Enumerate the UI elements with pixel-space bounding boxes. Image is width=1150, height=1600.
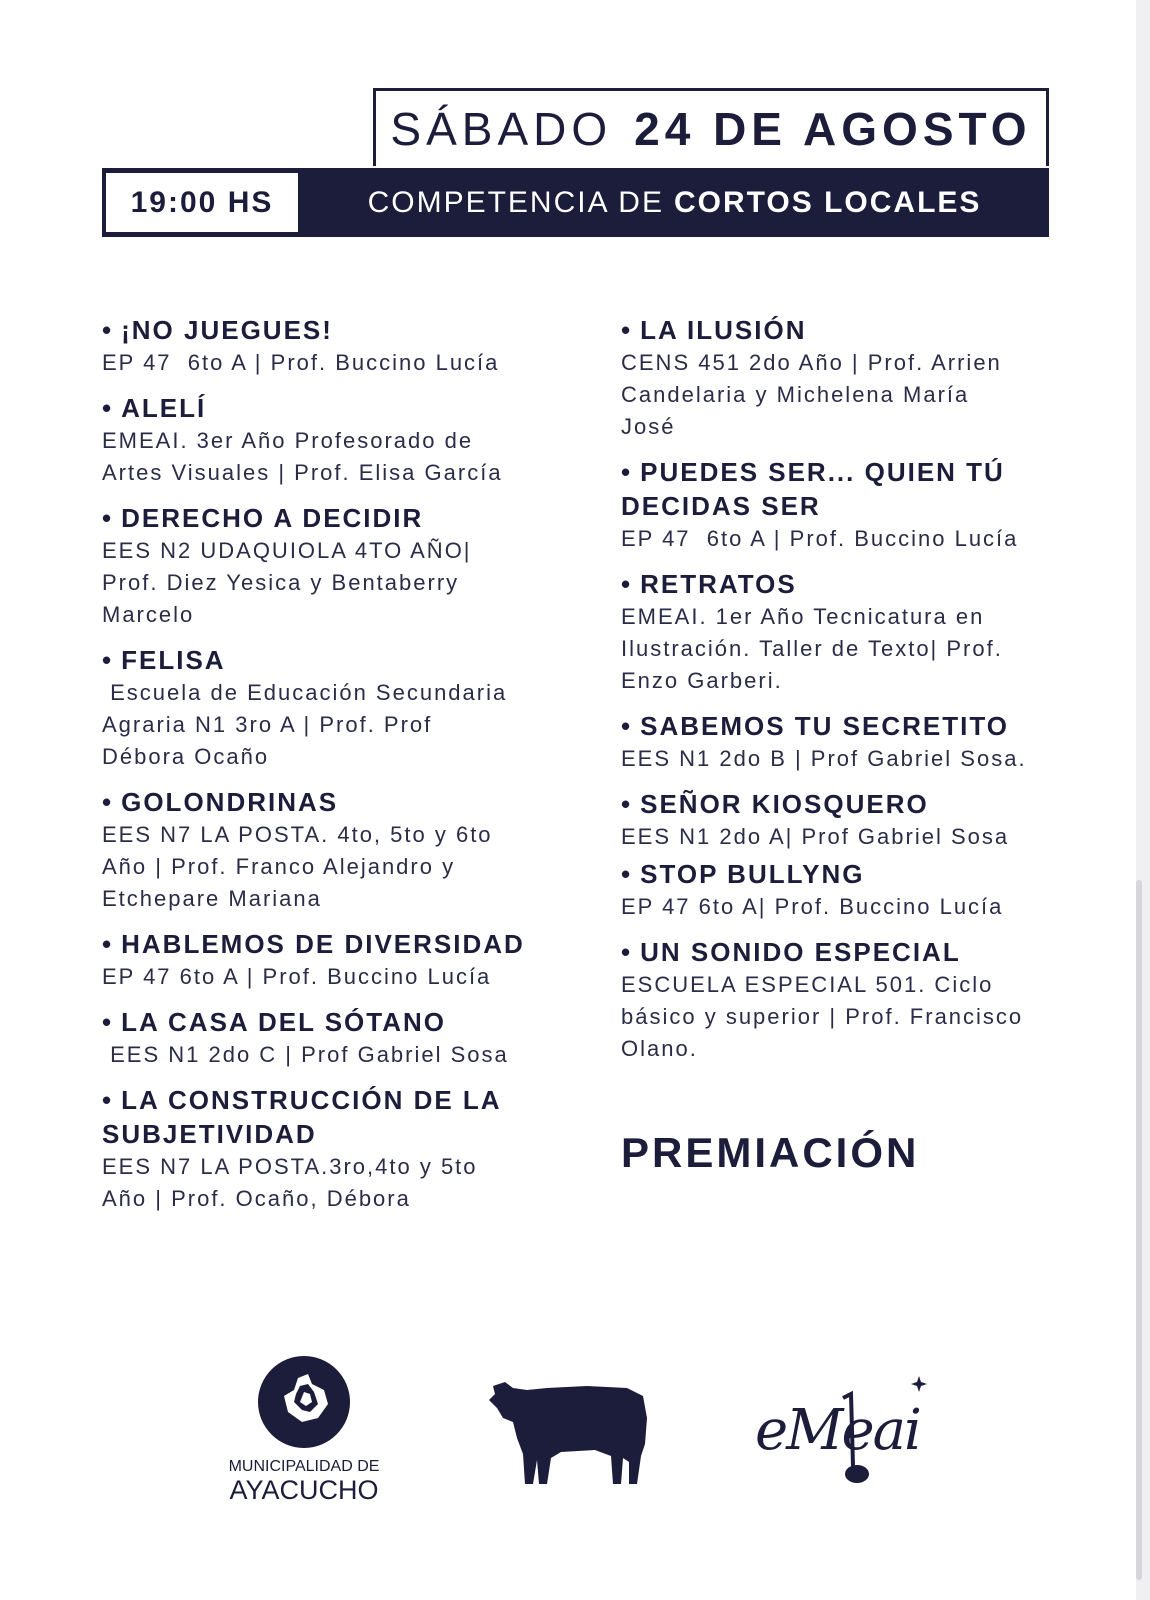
item-title-text: DERECHO A DECIDIR <box>121 503 424 533</box>
muni-line1: MUNICIPALIDAD DE <box>228 1458 380 1475</box>
item-description: Año | Prof. Franco Alejandro y <box>102 854 456 879</box>
item-description: EMEAI. 1er Año Tecnicatura en <box>621 604 985 629</box>
item-description: Ilustración. Taller de Texto| Prof. <box>621 636 1003 661</box>
date-day: SÁBADO <box>390 102 613 155</box>
program-item <box>621 857 1061 923</box>
item-description: EES N1 2do A| Prof Gabriel Sosa <box>621 824 1010 849</box>
bullet-icon: • <box>102 315 114 345</box>
item-description: EP 47 6to A | Prof. Buccino Lucía <box>621 526 1019 551</box>
item-description: Enzo Garberi. <box>621 668 783 693</box>
item-title <box>102 313 562 347</box>
item-title <box>102 501 562 535</box>
item-title <box>102 1083 562 1117</box>
item-title-text: GOLONDRINAS <box>121 787 339 817</box>
item-description: EES N1 2do C | Prof Gabriel Sosa <box>102 1042 509 1067</box>
item-title-text: RETRATOS <box>640 569 797 599</box>
item-description: EP 47 6to A | Prof. Buccino Lucía <box>102 350 500 375</box>
item-title <box>102 1117 562 1151</box>
item-description: Escuela de Educación Secundaria <box>102 680 508 705</box>
program-item <box>621 313 1061 443</box>
muni-line2: AYACUCHO <box>229 1475 379 1505</box>
event-title-light: COMPETENCIA DE <box>367 185 664 219</box>
item-title <box>621 455 1061 489</box>
item-description: EES N1 2do B | Prof Gabriel Sosa. <box>621 746 1027 771</box>
event-time: 19:00 HS <box>130 185 274 219</box>
bullet-icon: • <box>102 1085 114 1115</box>
program-item <box>621 935 1061 1065</box>
scrollbar[interactable] <box>1136 880 1142 1580</box>
item-title <box>102 927 562 961</box>
bullet-icon: • <box>621 859 633 889</box>
item-title <box>102 1005 562 1039</box>
item-title-text: STOP BULLYNG <box>640 859 865 889</box>
bullet-icon: • <box>102 1007 114 1037</box>
event-title <box>300 168 1049 237</box>
item-description: Agraria N1 3ro A | Prof. Prof <box>102 712 433 737</box>
program-item <box>102 643 562 773</box>
program-item <box>102 927 562 993</box>
item-title-text: PUEDES SER... QUIEN TÚ <box>640 457 1005 487</box>
item-title <box>102 643 562 677</box>
item-title-text: SEÑOR KIOSQUERO <box>640 789 929 819</box>
municipalidad-logo <box>224 1356 384 1504</box>
bullet-icon: • <box>621 937 633 967</box>
program-item <box>102 391 562 489</box>
item-description: Etchepare Mariana <box>102 886 322 911</box>
item-title-text: SABEMOS TU SECRETITO <box>640 711 1009 741</box>
item-description: Olano. <box>621 1036 698 1061</box>
item-title-text: LA CASA DEL SÓTANO <box>121 1007 447 1037</box>
item-title-text: LA CONSTRUCCIÓN DE LA <box>121 1085 502 1115</box>
item-title-text: SUBJETIVIDAD <box>102 1119 317 1149</box>
item-description: básico y superior | Prof. Francisco <box>621 1004 1024 1029</box>
program-item <box>621 787 1061 853</box>
emeai-wordmark: eMeai <box>755 1398 920 1463</box>
right-items <box>621 313 1061 1065</box>
program-item <box>621 567 1061 697</box>
item-title <box>621 489 1061 523</box>
item-title <box>621 567 1061 601</box>
cow-logo-icon <box>487 1378 657 1488</box>
item-description: Candelaria y Michelena María <box>621 382 970 407</box>
premiacion-heading: PREMIACIÓN <box>621 1129 920 1176</box>
item-title-text: ALELÍ <box>121 393 207 423</box>
item-description: EES N7 LA POSTA.3ro,4to y 5to <box>102 1154 478 1179</box>
bullet-icon: • <box>621 711 633 741</box>
item-title <box>621 857 1061 891</box>
item-description: EMEAI. 3er Año Profesorado de <box>102 428 474 453</box>
program-item <box>102 501 562 631</box>
item-description: CENS 451 2do Año | Prof. Arrien <box>621 350 1002 375</box>
bullet-icon: • <box>621 457 633 487</box>
item-description: Año | Prof. Ocaño, Débora <box>102 1186 411 1211</box>
program-item <box>102 1083 562 1215</box>
item-title <box>102 785 562 819</box>
bullet-icon: • <box>621 569 633 599</box>
item-description: EES N7 LA POSTA. 4to, 5to y 6to <box>102 822 493 847</box>
program-item <box>621 455 1061 555</box>
bullet-icon: • <box>102 393 114 423</box>
event-title-bold: CORTOS LOCALES <box>673 185 982 219</box>
item-title-text: ¡NO JUEGUES! <box>121 315 333 345</box>
left-column <box>102 313 562 1227</box>
item-description: EP 47 6to A | Prof. Buccino Lucía <box>102 964 492 989</box>
item-title-text: DECIDAS SER <box>621 491 821 521</box>
item-description: EES N2 UDAQUIOLA 4TO AÑO| <box>102 538 472 563</box>
emeai-logo <box>755 1376 935 1506</box>
item-title <box>621 313 1061 347</box>
municipalidad-emblem-icon <box>258 1356 350 1448</box>
program-item <box>102 1005 562 1071</box>
program-item <box>621 709 1061 775</box>
item-description: Prof. Diez Yesica y Bentaberry <box>102 570 460 595</box>
bullet-icon: • <box>102 929 114 959</box>
bullet-icon: • <box>102 645 114 675</box>
time-box <box>104 171 300 234</box>
item-title <box>621 935 1061 969</box>
item-title-text: FELISA <box>121 645 226 675</box>
item-description: EP 47 6to A| Prof. Buccino Lucía <box>621 894 1004 919</box>
date-box <box>373 88 1049 166</box>
item-description: Marcelo <box>102 602 195 627</box>
item-title <box>621 709 1061 743</box>
bullet-icon: • <box>621 789 633 819</box>
item-title-text: LA ILUSIÓN <box>640 315 807 345</box>
program-item <box>102 785 562 915</box>
bullet-icon: • <box>102 503 114 533</box>
item-description: José <box>621 414 676 439</box>
item-title-text: HABLEMOS DE DIVERSIDAD <box>121 929 525 959</box>
item-title <box>621 787 1061 821</box>
item-title <box>102 391 562 425</box>
program-item <box>102 313 562 379</box>
right-column <box>621 313 1061 1177</box>
item-description: Débora Ocaño <box>102 744 270 769</box>
date-date: 24 DE AGOSTO <box>634 102 1032 155</box>
bullet-icon: • <box>102 787 114 817</box>
bullet-icon: • <box>621 315 633 345</box>
item-title-text: UN SONIDO ESPECIAL <box>640 937 961 967</box>
item-description: ESCUELA ESPECIAL 501. Ciclo <box>621 972 994 997</box>
item-description: Artes Visuales | Prof. Elisa García <box>102 460 503 485</box>
